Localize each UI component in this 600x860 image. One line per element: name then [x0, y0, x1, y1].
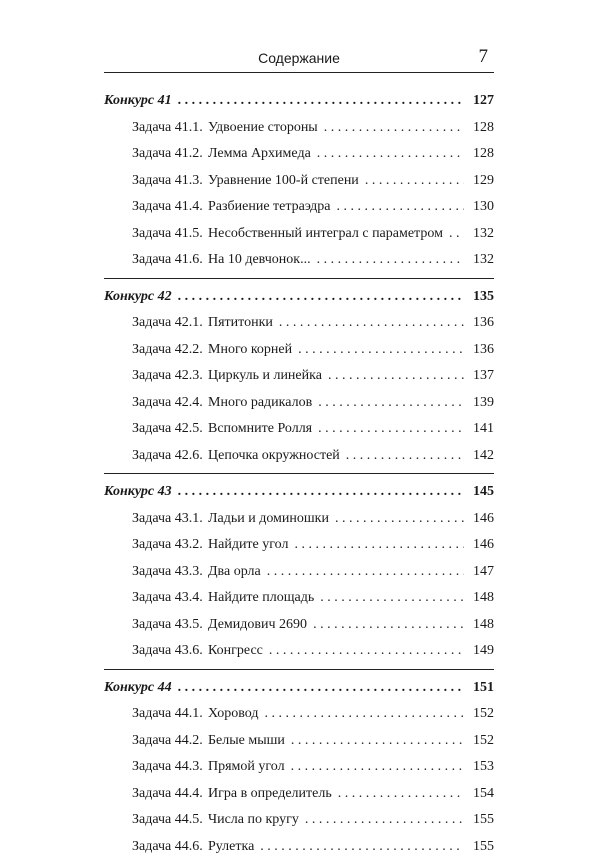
toc-entry[interactable] [104, 416, 494, 443]
toc-entry[interactable] [104, 728, 494, 755]
entry-page: 139 [470, 390, 494, 417]
entry-page: 155 [470, 807, 494, 834]
toc-entry[interactable] [104, 506, 494, 533]
entry-page: 137 [470, 363, 494, 390]
section-title: Конкурс 44 [104, 675, 172, 702]
header-page-number: 7 [479, 46, 489, 68]
toc-entry[interactable] [104, 754, 494, 781]
entry-title: Вспомните Ролля [208, 416, 312, 443]
entry-page: 146 [470, 506, 494, 533]
entry-page: 129 [470, 168, 494, 195]
entry-page: 136 [470, 310, 494, 337]
dot-leader [328, 363, 464, 390]
dot-leader [338, 781, 464, 808]
entry-page: 148 [470, 585, 494, 612]
entry-title: Конгресс [208, 638, 263, 665]
dot-leader [267, 559, 464, 586]
header-title: Содержание [104, 50, 494, 66]
entry-page: 148 [470, 612, 494, 639]
entry-page: 147 [470, 559, 494, 586]
entry-title: На 10 девчонок... [208, 247, 311, 274]
toc-entry[interactable] [104, 310, 494, 337]
entry-page: 136 [470, 337, 494, 364]
entry-number: Задача 41.1. [132, 115, 208, 142]
dot-leader [337, 194, 464, 221]
toc-entry[interactable] [104, 221, 494, 248]
entry-page: 128 [470, 141, 494, 168]
dot-leader [260, 834, 464, 860]
entry-title: Уравнение 100-й степени [208, 168, 359, 195]
entry-title: Два орла [208, 559, 261, 586]
section-title: Конкурс 43 [104, 479, 172, 506]
entry-number: Задача 41.5. [132, 221, 208, 248]
entry-title: Найдите угол [208, 532, 288, 559]
dot-leader [318, 416, 464, 443]
dot-leader [178, 479, 464, 506]
section-heading[interactable] [104, 479, 494, 506]
entry-title: Ладьи и доминошки [208, 506, 329, 533]
entry-page: 146 [470, 532, 494, 559]
entry-number: Задача 42.1. [132, 310, 208, 337]
entry-number: Задача 44.3. [132, 754, 208, 781]
section-heading[interactable] [104, 284, 494, 311]
dot-leader [320, 585, 464, 612]
dot-leader [178, 88, 464, 115]
entry-title: Удвоение стороны [208, 115, 318, 142]
entry-page: 153 [470, 754, 494, 781]
entry-title: Цепочка окружностей [208, 443, 340, 470]
running-header [104, 46, 494, 73]
section-heading[interactable] [104, 675, 494, 702]
entry-title: Хоровод [208, 701, 258, 728]
entry-title: Демидович 2690 [208, 612, 307, 639]
entry-page: 141 [470, 416, 494, 443]
toc-entry[interactable] [104, 247, 494, 274]
dot-leader [317, 247, 464, 274]
entry-page: 128 [470, 115, 494, 142]
toc-entry[interactable] [104, 781, 494, 808]
entry-title: Много корней [208, 337, 292, 364]
entry-number: Задача 41.2. [132, 141, 208, 168]
section-page: 135 [470, 284, 494, 311]
toc-entry[interactable] [104, 168, 494, 195]
entry-number: Задача 41.3. [132, 168, 208, 195]
toc-entry[interactable] [104, 390, 494, 417]
table-of-contents [104, 88, 494, 860]
dot-leader [365, 168, 464, 195]
dot-leader [313, 612, 464, 639]
entry-number: Задача 42.4. [132, 390, 208, 417]
toc-section [104, 88, 494, 279]
dot-leader [269, 638, 464, 665]
entry-title: Несобственный интеграл с параметром [208, 221, 443, 248]
entry-number: Задача 44.5. [132, 807, 208, 834]
toc-entry[interactable] [104, 363, 494, 390]
toc-entry[interactable] [104, 834, 494, 860]
entry-page: 130 [470, 194, 494, 221]
section-heading[interactable] [104, 88, 494, 115]
section-page: 151 [470, 675, 494, 702]
entry-title: Игра в определитель [208, 781, 332, 808]
entry-page: 155 [470, 834, 494, 860]
toc-entry[interactable] [104, 559, 494, 586]
toc-section [104, 479, 494, 670]
toc-entry[interactable] [104, 585, 494, 612]
toc-entry[interactable] [104, 612, 494, 639]
dot-leader [324, 115, 464, 142]
section-page: 145 [470, 479, 494, 506]
entry-page: 149 [470, 638, 494, 665]
toc-entry[interactable] [104, 807, 494, 834]
entry-title: Прямой угол [208, 754, 285, 781]
toc-section [104, 284, 494, 475]
section-divider [104, 278, 494, 279]
entry-title: Разбиение тетраэдра [208, 194, 331, 221]
dot-leader [294, 532, 464, 559]
dot-leader [178, 675, 464, 702]
toc-entry[interactable] [104, 141, 494, 168]
entry-number: Задача 44.1. [132, 701, 208, 728]
entry-title: Лемма Архимеда [208, 141, 311, 168]
entry-title: Много радикалов [208, 390, 312, 417]
entry-number: Задача 43.4. [132, 585, 208, 612]
entry-number: Задача 44.4. [132, 781, 208, 808]
entry-page: 152 [470, 728, 494, 755]
entry-title: Пятитонки [208, 310, 273, 337]
entry-title: Циркуль и линейка [208, 363, 322, 390]
entry-page: 132 [470, 247, 494, 274]
entry-number: Задача 43.3. [132, 559, 208, 586]
dot-leader [318, 390, 464, 417]
section-divider [104, 669, 494, 670]
entry-title: Белые мыши [208, 728, 285, 755]
entry-page: 154 [470, 781, 494, 808]
toc-entry[interactable] [104, 638, 494, 665]
dot-leader [346, 443, 464, 470]
entry-number: Задача 44.2. [132, 728, 208, 755]
entry-number: Задача 41.4. [132, 194, 208, 221]
dot-leader [264, 701, 464, 728]
entry-number: Задача 42.5. [132, 416, 208, 443]
dot-leader [298, 337, 464, 364]
toc-entry[interactable] [104, 532, 494, 559]
toc-entry[interactable] [104, 194, 494, 221]
entry-number: Задача 43.5. [132, 612, 208, 639]
entry-number: Задача 42.2. [132, 337, 208, 364]
dot-leader [279, 310, 464, 337]
dot-leader [291, 754, 464, 781]
entry-page: 152 [470, 701, 494, 728]
dot-leader [449, 221, 464, 248]
toc-entry[interactable] [104, 115, 494, 142]
toc-entry[interactable] [104, 443, 494, 470]
section-title: Конкурс 41 [104, 88, 172, 115]
entry-number: Задача 43.6. [132, 638, 208, 665]
entry-number: Задача 42.6. [132, 443, 208, 470]
entry-number: Задача 41.6. [132, 247, 208, 274]
toc-entry[interactable] [104, 337, 494, 364]
dot-leader [317, 141, 464, 168]
dot-leader [335, 506, 464, 533]
entry-page: 132 [470, 221, 494, 248]
toc-section [104, 675, 494, 860]
entry-number: Задача 43.2. [132, 532, 208, 559]
section-page: 127 [470, 88, 494, 115]
dot-leader [305, 807, 464, 834]
dot-leader [178, 284, 464, 311]
entry-number: Задача 42.3. [132, 363, 208, 390]
entry-number: Задача 43.1. [132, 506, 208, 533]
entry-title: Рулетка [208, 834, 254, 860]
section-divider [104, 473, 494, 474]
entry-title: Числа по кругу [208, 807, 299, 834]
dot-leader [291, 728, 464, 755]
section-title: Конкурс 42 [104, 284, 172, 311]
entry-page: 142 [470, 443, 494, 470]
toc-entry[interactable] [104, 701, 494, 728]
entry-number: Задача 44.6. [132, 834, 208, 860]
entry-title: Найдите площадь [208, 585, 314, 612]
